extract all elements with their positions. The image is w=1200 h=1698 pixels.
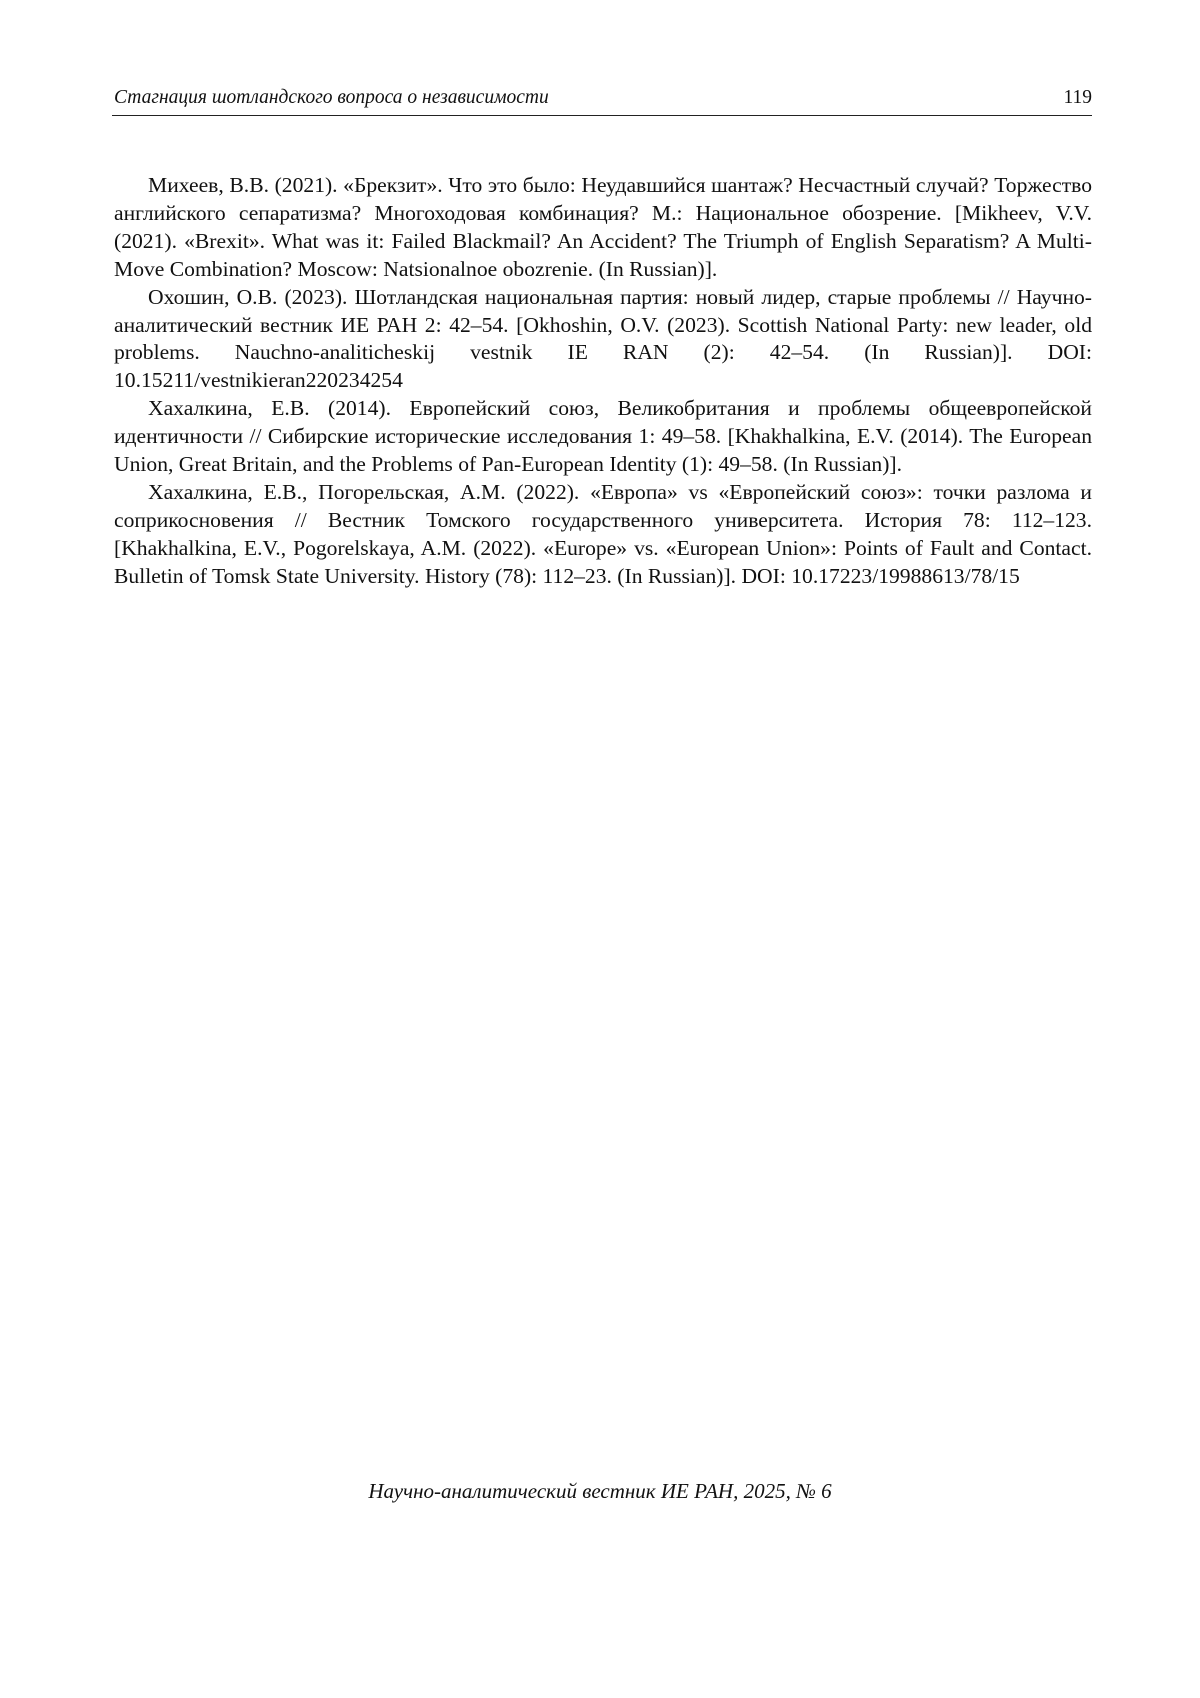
- reference-list: [114, 172, 1092, 591]
- reference-item: Хахалкина, Е.В., Погорельская, А.М. (2022). «Европа» vs «Европейский союз»: точки разлома и соприкосновения // Вестник Томского государственного университета. История 78: 112–123. [Khakhalkina, E.V., Pogorelskaya, A.M. (2022). «Europe» vs. «European Union»: Points of Fault and Contact. Bulletin of Tomsk State University. History (78): 112–23. (In Russian)]. DOI: 10.17223/19988613/78/15: [114, 479, 1092, 588]
- page-number: 119: [1063, 87, 1092, 108]
- journal-footer: Научно-аналитический вестник ИЕ РАН, 2025, № 6: [368, 1479, 832, 1503]
- page-header: [112, 85, 1092, 116]
- reference-item: Охошин, О.В. (2023). Шотландская национальная партия: новый лидер, старые проблемы // Научно-аналитический вестник ИЕ РАН 2: 42–54. [Okhoshin, O.V. (2023). Scottish National Party: new leader, old problems. Nauchno-analiticheskij vestnik IE RAN (2): 42–54. (In Russian)]. DOI: 10.15211/vestnikieran220234254: [114, 284, 1092, 393]
- running-title: Стагнация шотландского вопроса о независимости: [114, 87, 549, 108]
- reference-item: Михеев, В.В. (2021). «Брекзит». Что это было: Неудавшийся шантаж? Несчастный случай? Торжество английского сепаратизма? Многоходовая комбинация? М.: Национальное обозрение. [Mikheev, V.V. (2021). «Brexit». What was it: Failed Blackmail? An Accident? The Triumph of English Separatism? A Multi-Move Combination? Moscow: Natsionalnoe obozrenie. (In Russian)].: [114, 173, 1092, 281]
- reference-item: Хахалкина, Е.В. (2014). Европейский союз, Великобритания и проблемы общеевропейской идентичности // Сибирские исторические исследования 1: 49–58. [Khakhalkina, E.V. (2014). The European Union, Great Britain, and the Problems of Pan-European Identity (1): 49–58. (In Russian)].: [114, 396, 1092, 477]
